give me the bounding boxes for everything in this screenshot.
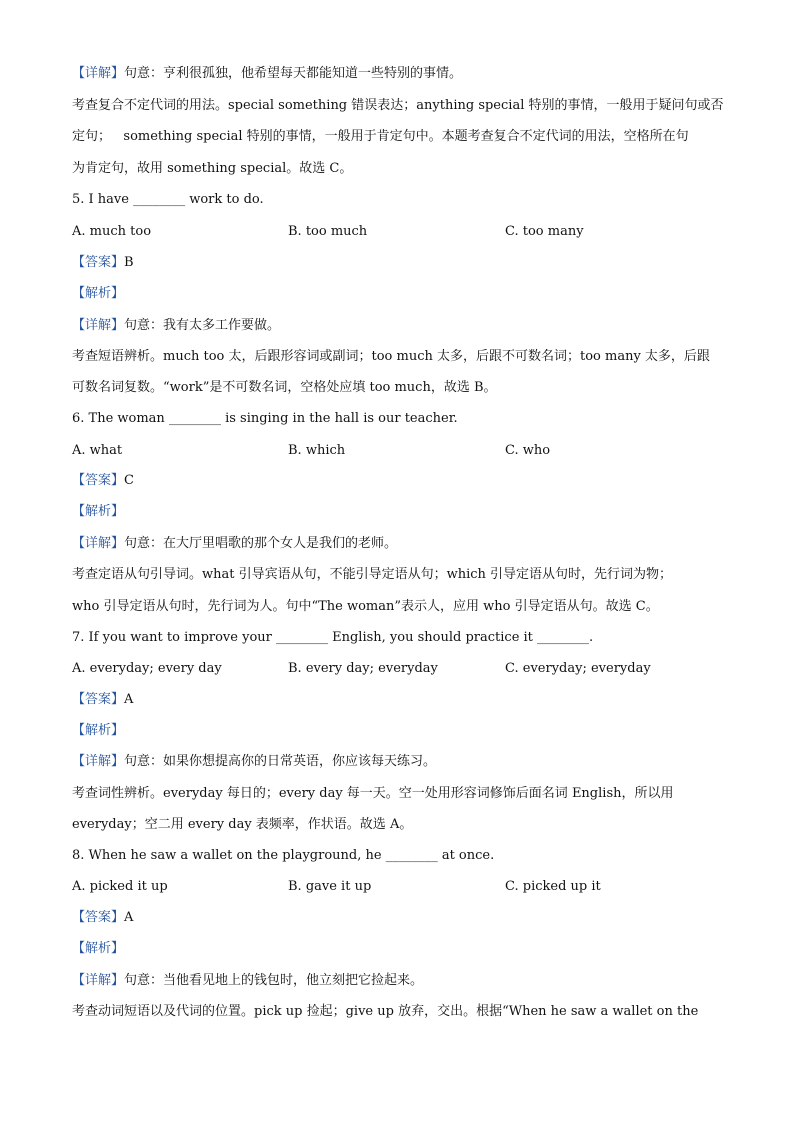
q7-sentence: 句意：如果你想提高你的日常英语，你应该每天练习。 <box>124 754 437 769</box>
q8-jiexi-tag: 【解析】 <box>72 941 125 956</box>
answer-tag: 【答案】 <box>72 473 125 488</box>
q7-option-c: C. everyday; everyday <box>505 661 651 676</box>
q6-detail-line <box>72 534 722 554</box>
intro-analysis-1: 考查复合不定代词的用法。special something 错误表达；anything special 特别的事情，一般用于疑问句或否 <box>72 98 724 113</box>
q8-answer: A <box>124 910 134 925</box>
q8-detail-line <box>72 971 722 991</box>
q5-option-b: B. too much <box>288 224 368 239</box>
q5-detail-line <box>72 316 722 336</box>
answer-tag: 【答案】 <box>72 255 125 270</box>
q8-option-c: C. picked up it <box>505 879 601 894</box>
q8-analysis-1: 考查动词短语以及代词的位置。pick up 捡起；give up 放弃，交出。根据“When he saw a wallet on the <box>72 1004 699 1019</box>
q8-option-a: A. picked it up <box>72 879 168 894</box>
q7-jiexi-tag: 【解析】 <box>72 723 125 738</box>
xiangjie-tag: 【详解】 <box>72 754 125 769</box>
q6-stem: 6. The woman ________ is singing in the hall is our teacher. <box>72 411 458 426</box>
xiangjie-tag: 【详解】 <box>72 536 125 551</box>
q6-analysis-1: 考查定语从句引导词。what 引导宾语从句，不能引导定语从句；which 引导定语从句时，先行词为物； <box>72 567 673 582</box>
q7-detail-line <box>72 752 722 772</box>
q6-option-c: C. who <box>505 443 551 458</box>
q7-answer-line <box>72 690 722 710</box>
q5-answer: B <box>124 255 134 270</box>
intro-analysis-3: 为肯定句，故用 something special。故选 C。 <box>72 161 353 176</box>
xiangjie-tag: 【详解】 <box>72 318 125 333</box>
xiangjie-tag: 【详解】 <box>72 973 125 988</box>
intro-detail-line <box>72 64 722 84</box>
q5-option-a: A. much too <box>72 224 152 239</box>
q5-analysis-1: 考查短语辨析。much too 太，后跟形容词或副词；too much 太多，后跟不可数名词；too many 太多，后跟 <box>72 349 710 364</box>
q8-answer-line <box>72 908 722 928</box>
q6-option-a: A. what <box>72 443 123 458</box>
q6-answer-line <box>72 471 722 491</box>
q5-option-c: C. too many <box>505 224 584 239</box>
answer-tag: 【答案】 <box>72 692 125 707</box>
q8-sentence: 句意：当他看见地上的钱包时，他立刻把它捡起来。 <box>124 973 424 988</box>
q7-option-b: B. every day; everyday <box>288 661 438 676</box>
q7-option-a: A. everyday; every day <box>72 661 222 676</box>
q8-stem: 8. When he saw a wallet on the playground, he ________ at once. <box>72 848 495 863</box>
q6-jiexi-tag: 【解析】 <box>72 504 125 519</box>
q5-sentence: 句意：我有太多工作要做。 <box>124 318 281 333</box>
q8-option-b: B. gave it up <box>288 879 372 894</box>
q7-analysis-1: 考查词性辨析。everyday 每日的；every day 每一天。空一处用形容词修饰后面名词 English，所以用 <box>72 786 674 801</box>
q6-option-b: B. which <box>288 443 346 458</box>
intro-sentence: 句意：亨利很孤独，他希望每天都能知道一些特别的事情。 <box>124 66 463 81</box>
xiangjie-tag: 【详解】 <box>72 66 125 81</box>
q7-analysis-2: everyday；空二用 every day 表频率，作状语。故选 A。 <box>72 817 413 832</box>
q7-answer: A <box>124 692 134 707</box>
q5-jiexi-tag: 【解析】 <box>72 286 125 301</box>
q5-analysis-2: 可数名词复数。“work”是不可数名词，空格处应填 too much，故选 B。 <box>72 380 497 395</box>
q6-answer: C <box>124 473 134 488</box>
q6-sentence: 句意：在大厅里唱歌的那个女人是我们的老师。 <box>124 536 398 551</box>
q7-stem: 7. If you want to improve your ________ English, you should practice it ________. <box>72 630 594 645</box>
intro-analysis-2: 定句； something special 特别的事情，一般用于肯定句中。本题考查复合不定代词的用法，空格所在句 <box>72 129 689 144</box>
q5-answer-line <box>72 253 722 273</box>
answer-tag: 【答案】 <box>72 910 125 925</box>
q6-analysis-2: who 引导定语从句时，先行词为人。句中“The woman”表示人，应用 who 引导定语从句。故选 C。 <box>72 599 659 614</box>
q5-stem: 5. I have ________ work to do. <box>72 192 264 207</box>
